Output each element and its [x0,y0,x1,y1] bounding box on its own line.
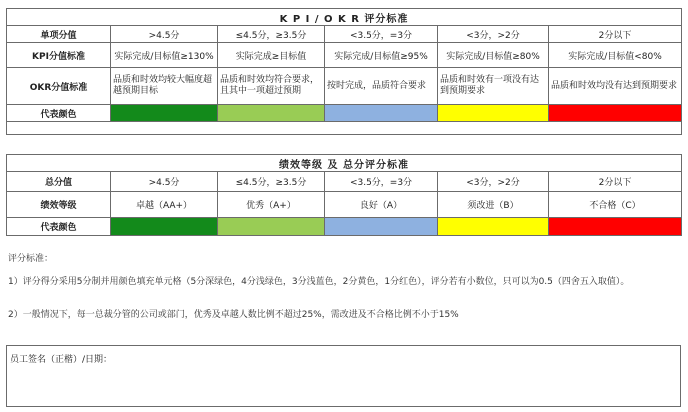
row-label-single-score: 单项分值 [7,26,111,43]
score-range-cell: >4.5分 [111,172,218,192]
grade-cell: 优秀（A+） [218,192,325,218]
score-range-cell: <3分，>2分 [438,172,549,192]
score-range-cell: <3.5分，=3分 [325,26,438,43]
kpi-standard-cell: 实际完成/目标值<80% [549,43,682,68]
notes-heading: 评分标准： [8,254,54,264]
okr-standard-cell: 按时完成，品质符合要求 [325,68,438,105]
okr-standard-cell: 品质和时效均符合要求，且其中一项超过预期 [218,68,325,105]
signature-box[interactable] [6,345,681,407]
okr-standard-cell: 品质和时效有一项没有达到预期要求 [438,68,549,105]
score-range-cell: <3.5分，=3分 [325,172,438,192]
performance-grade-table [6,154,682,236]
kpi-standard-cell: 实际完成/目标值≥95% [325,43,438,68]
kpi-standard-cell: 实际完成/目标值≥130% [111,43,218,68]
score-range-cell: 2分以下 [549,172,682,192]
score-range-cell: <3分，>2分 [438,26,549,43]
color-swatch-red [549,105,682,122]
grade-cell: 须改进（B） [438,192,549,218]
okr-standard-cell: 品质和时效均没有达到预期要求 [549,68,682,105]
score-range-cell: 2分以下 [549,26,682,43]
row-label-kpi-standard: KPI分值标准 [7,43,111,68]
kpi-standard-cell: 实际完成/目标值≥80% [438,43,549,68]
kpi-okr-title: K P I / O K R 评分标准 [7,9,682,26]
color-swatch-dark-green [111,218,218,236]
note-item: 2）一般情况下，每一总裁分管的公司或部门，优秀及卓越人数比例不超过25%，需改进及不合格比例不小于15% [8,310,459,320]
kpi-standard-cell: 实际完成≥目标值 [218,43,325,68]
color-swatch-light-blue [325,105,438,122]
row-label-grade: 绩效等级 [7,192,111,218]
blank-row [7,122,682,135]
row-label-color: 代表颜色 [7,218,111,236]
performance-title: 绩效等级 及 总分评分标准 [7,155,682,172]
grade-cell: 不合格（C） [549,192,682,218]
row-label-total-score: 总分值 [7,172,111,192]
note-item: 1）评分得分采用5分制并用颜色填充单元格（5分深绿色，4分浅绿色，3分浅蓝色，2分黄色，1分红色），评分若有小数位，只可以为0.5（四舍五入取值）。 [8,277,630,287]
grade-cell: 卓越（AA+） [111,192,218,218]
grade-cell: 良好（A） [325,192,438,218]
color-swatch-light-green [218,105,325,122]
color-swatch-yellow [438,105,549,122]
color-swatch-light-blue [325,218,438,236]
color-swatch-red [549,218,682,236]
score-range-cell: ≤4.5分，≥3.5分 [218,172,325,192]
row-label-okr-standard: OKR分值标准 [7,68,111,105]
signature-label: 员工签名（正楷）/日期： [10,355,113,365]
color-swatch-dark-green [111,105,218,122]
row-label-color: 代表颜色 [7,105,111,122]
color-swatch-light-green [218,218,325,236]
score-range-cell: >4.5分 [111,26,218,43]
okr-standard-cell: 品质和时效均较大幅度超越预期目标 [111,68,218,105]
color-swatch-yellow [438,218,549,236]
score-range-cell: ≤4.5分，≥3.5分 [218,26,325,43]
kpi-okr-scoring-table [6,8,682,135]
